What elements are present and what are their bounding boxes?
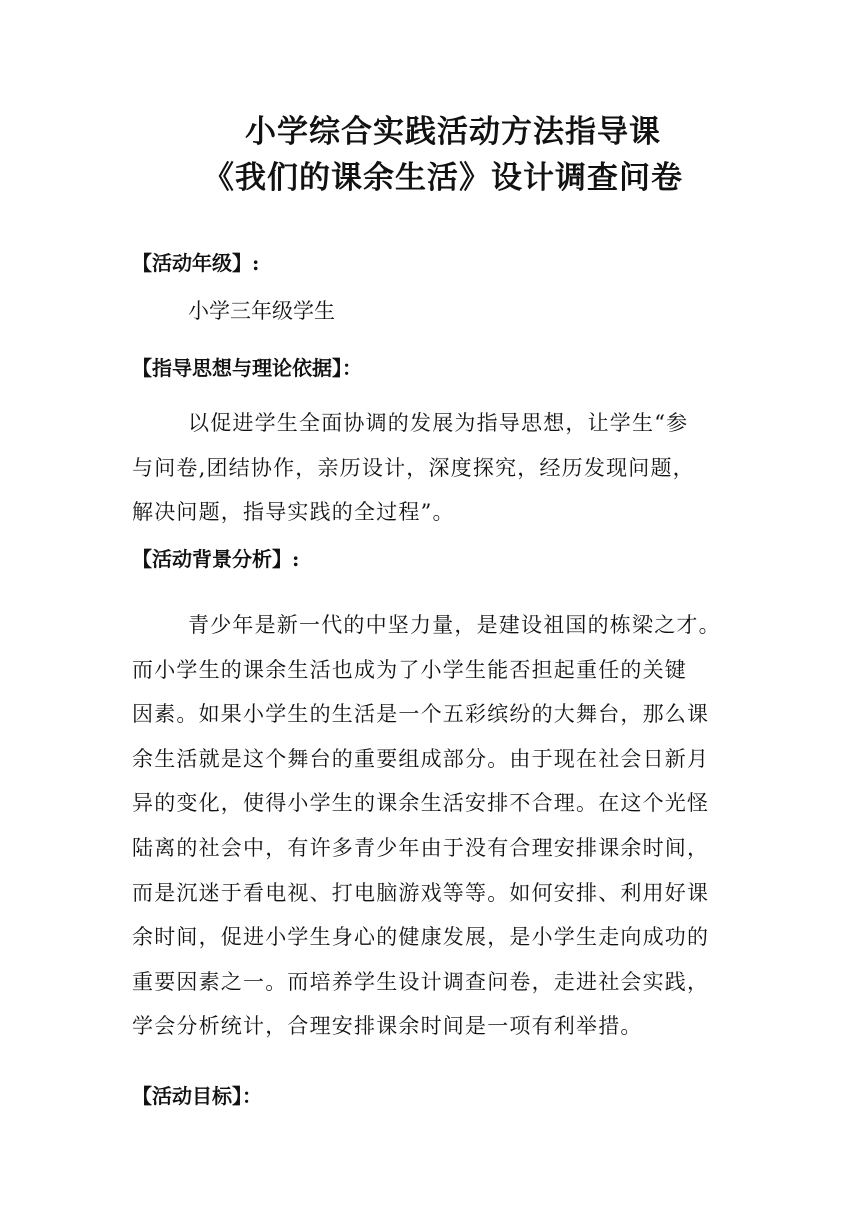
grade-content: 小学三年级学生 — [188, 299, 335, 323]
background-line: 青少年是新一代的中坚力量，是建设祖国的栋梁之才。 — [188, 613, 721, 637]
background-line: 重要因素之一。而培养学生设计调查问卷，走进社会实践， — [132, 969, 710, 994]
document-title-line-2: 《我们的课余生活》设计调查问卷 — [203, 160, 683, 196]
background-line: 学会分析统计，合理安排课余时间是一项有利举措。 — [132, 1014, 643, 1039]
guiding-line: 以促进学生全面协调的发展为指导思想，让学生“参 — [188, 411, 689, 435]
guiding-line: 解决问题，指导实践的全过程”。 — [132, 500, 455, 525]
document-title-line-1: 小学综合实践活动方法指导课 — [245, 114, 661, 150]
background-line: 余生活就是这个舞台的重要组成部分。由于现在社会日新月 — [132, 746, 710, 771]
background-line: 而是沉迷于看电视、打电脑游戏等等。如何安排、利用好课 — [132, 880, 710, 905]
background-line: 因素。如果小学生的生活是一个五彩缤纷的大舞台，那么课 — [132, 702, 710, 727]
background-line: 而小学生的课余生活也成为了小学生能否担起重任的关键 — [132, 657, 687, 682]
guiding-line: 与问卷,团结协作，亲历设计，深度探究，经历发现问题， — [132, 455, 695, 480]
section-heading-goals: 【活动目标】： — [132, 1084, 262, 1108]
section-heading-background: 【活动背景分析】: — [132, 547, 300, 571]
section-heading-guiding: 【指导思想与理论依据】： — [132, 356, 362, 380]
background-line: 余时间，促进小学生身心的健康发展，是小学生走向成功的 — [132, 925, 710, 950]
background-line: 异的变化，使得小学生的课余生活安排不合理。在这个光怪 — [132, 791, 710, 816]
background-line: 陆离的社会中，有许多青少年由于没有合理安排课余时间， — [132, 835, 710, 860]
background-paragraph — [132, 603, 732, 1049]
section-heading-grade: 【活动年级】: — [132, 251, 260, 275]
guiding-paragraph — [132, 401, 732, 535]
